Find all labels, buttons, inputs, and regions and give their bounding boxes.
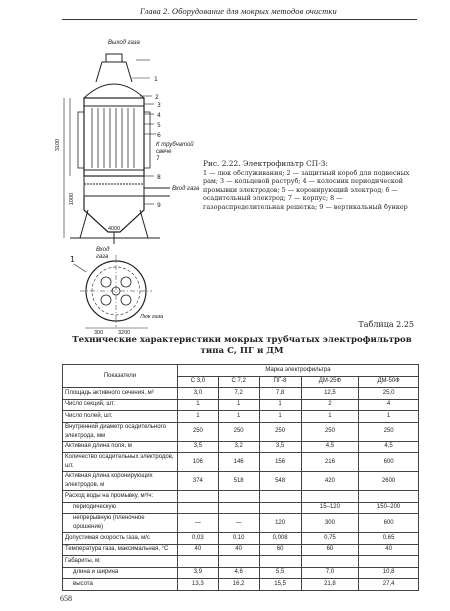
row-value: 40 xyxy=(218,544,259,556)
svg-text:2: 2 xyxy=(155,94,159,101)
row-value: 420 xyxy=(301,472,359,491)
row-value: 13,3 xyxy=(178,579,219,591)
table-row xyxy=(63,514,419,533)
row-value: 518 xyxy=(218,472,259,491)
row-value: — xyxy=(218,514,259,533)
row-value xyxy=(301,556,359,568)
row-value: 4,6 xyxy=(218,567,259,579)
row-value xyxy=(259,491,301,503)
row-value: 156 xyxy=(259,453,301,472)
group-header: Марка электрофильтра xyxy=(178,365,419,377)
row-value: 250 xyxy=(359,422,419,441)
model-header: ДМ-50Ф xyxy=(359,376,419,388)
row-value: 250 xyxy=(178,422,219,441)
row-value: — xyxy=(178,514,219,533)
row-label: Допустимая скорость газа, м/с xyxy=(63,533,178,545)
table-title xyxy=(72,335,412,357)
row-value xyxy=(359,491,419,503)
technical-table xyxy=(62,364,419,591)
row-value: 0,10 xyxy=(218,533,259,545)
row-value: 0,008 xyxy=(259,533,301,545)
row-value xyxy=(218,502,259,514)
row-value: 1 xyxy=(259,411,301,423)
row-value xyxy=(259,556,301,568)
row-value: 146 xyxy=(218,453,259,472)
row-value: 600 xyxy=(359,453,419,472)
svg-text:3: 3 xyxy=(157,102,161,109)
row-value xyxy=(178,502,219,514)
model-header: С 7,2 xyxy=(218,376,259,388)
table-row xyxy=(63,544,419,556)
table-row xyxy=(63,491,419,503)
running-header: Глава 2. Оборудование для мокрых методов очистки xyxy=(140,6,337,16)
row-value: 7,8 xyxy=(259,388,301,400)
row-value: 1 xyxy=(359,411,419,423)
row-value: 1 xyxy=(178,411,219,423)
row-value: 250 xyxy=(301,422,359,441)
table-title-line-2: типа С, ПГ и ДМ xyxy=(200,346,284,356)
row-label: непрерывную (пленочное орошение) xyxy=(63,514,178,533)
table-title-line-1: Технические характеристики мокрых трубчатых электрофильтров xyxy=(72,335,412,345)
table-row xyxy=(63,399,419,411)
row-label: периодическую xyxy=(63,502,178,514)
row-value: 3,2 xyxy=(218,441,259,453)
svg-text:1: 1 xyxy=(154,76,158,83)
row-value: 15–120 xyxy=(301,502,359,514)
row-value xyxy=(259,502,301,514)
table-number: Таблица 2.25 xyxy=(358,320,414,329)
table-row xyxy=(63,422,419,441)
row-value: 25,0 xyxy=(359,388,419,400)
row-value: 1 xyxy=(259,399,301,411)
table-row xyxy=(63,453,419,472)
figure-caption-body: 1 — люк обслуживания; 2 — защитный короб для подвесных рам; 3 — кольцевой раструб; 4 — колосник периодической промывки электродов; 5 — коронирующий электрод; 6 — осадительный электрод; 7 — корпус; 8 — газораспределительная решетка; 9 — вертикальный бункер xyxy=(203,168,410,211)
model-header: ДМ-25Ф xyxy=(301,376,359,388)
row-value: 40 xyxy=(359,544,419,556)
row-value: 216 xyxy=(301,453,359,472)
row-value: 15,5 xyxy=(259,579,301,591)
row-value: 0,03 xyxy=(178,533,219,545)
row-value: 60 xyxy=(259,544,301,556)
row-value: 150–200 xyxy=(359,502,419,514)
row-value: 1 xyxy=(218,411,259,423)
row-value: 250 xyxy=(259,422,301,441)
row-value: 7,0 xyxy=(301,567,359,579)
row-label: Количество осадительных электродов, шт. xyxy=(63,453,178,472)
row-value: 250 xyxy=(218,422,259,441)
row-value xyxy=(218,491,259,503)
row-value: 21,8 xyxy=(301,579,359,591)
row-label: Число секций, шт. xyxy=(63,399,178,411)
row-value: 12,5 xyxy=(301,388,359,400)
row-value xyxy=(178,491,219,503)
svg-text:7: 7 xyxy=(156,155,160,162)
label-w1: 3200 xyxy=(118,330,131,336)
svg-text:4: 4 xyxy=(157,112,161,119)
svg-text:9: 9 xyxy=(157,202,161,209)
row-value: 4,5 xyxy=(301,441,359,453)
label-dim-300: 300 xyxy=(94,330,104,336)
row-label: Активная длина поля, м xyxy=(63,441,178,453)
row-value: 2 xyxy=(301,399,359,411)
svg-text:8: 8 xyxy=(157,174,161,181)
row-label: Внутренний диаметр осадительного электрода, мм xyxy=(63,422,178,441)
row-value: 1 xyxy=(178,399,219,411)
label-gas-out: Выход газа xyxy=(108,40,140,46)
row-value: 548 xyxy=(259,472,301,491)
table-row xyxy=(63,533,419,545)
row-label: Габариты, м: xyxy=(63,556,178,568)
row-value: 120 xyxy=(259,514,301,533)
row-value xyxy=(359,556,419,568)
row-value: 1 xyxy=(301,411,359,423)
svg-text:1: 1 xyxy=(70,255,76,264)
row-value: 5,5 xyxy=(259,567,301,579)
svg-text:5: 5 xyxy=(157,122,161,129)
label-gas-in: Вход газа xyxy=(172,186,200,192)
row-label: длина и ширина xyxy=(63,567,178,579)
figure-caption xyxy=(203,160,415,212)
table-row xyxy=(63,556,419,568)
row-value: 300 xyxy=(301,514,359,533)
label-dim-4000: 4000 xyxy=(108,226,121,232)
row-value xyxy=(178,556,219,568)
table-row xyxy=(63,579,419,591)
table-row xyxy=(63,411,419,423)
row-value: 3,9 xyxy=(178,567,219,579)
table-row xyxy=(63,388,419,400)
table-row xyxy=(63,567,419,579)
row-value: 3,5 xyxy=(178,441,219,453)
row-label: Площадь активного сечения, м² xyxy=(63,388,178,400)
row-value: 7,2 xyxy=(218,388,259,400)
row-value: 10,8 xyxy=(359,567,419,579)
row-value: 40 xyxy=(178,544,219,556)
page-number: 658 xyxy=(60,594,72,603)
row-value: 3,0 xyxy=(178,388,219,400)
row-value: 0,65 xyxy=(359,533,419,545)
figure-caption-title: Рис. 2.22. Электрофильтр СП-3: xyxy=(203,159,328,168)
model-header: С 3,0 xyxy=(178,376,219,388)
param-header: Показатели xyxy=(63,365,178,388)
row-value: 1 xyxy=(218,399,259,411)
table-body xyxy=(63,388,419,591)
row-label: Расход воды на промывку, м³/ч: xyxy=(63,491,178,503)
svg-text:6: 6 xyxy=(157,132,161,139)
row-value xyxy=(301,491,359,503)
row-value: 374 xyxy=(178,472,219,491)
row-value: 3,5 xyxy=(259,441,301,453)
row-value: 16,2 xyxy=(218,579,259,591)
row-value: 4,5 xyxy=(359,441,419,453)
row-value: 27,4 xyxy=(359,579,419,591)
table-row xyxy=(63,502,419,514)
row-value: 4 xyxy=(359,399,419,411)
label-gas-in-2: Вход газа xyxy=(96,247,110,260)
table-row xyxy=(63,441,419,453)
row-value: 2600 xyxy=(359,472,419,491)
row-value: 600 xyxy=(359,514,419,533)
label-dim-1000: 1000 xyxy=(69,192,76,206)
row-label: Активная длина коронирующих электродов, м xyxy=(63,472,178,491)
row-value xyxy=(218,556,259,568)
row-value: 60 xyxy=(301,544,359,556)
row-value: 0,75 xyxy=(301,533,359,545)
label-to-tube-washer: К трубчатой свече xyxy=(156,142,194,155)
row-label: Температура газа, максимальная, °С xyxy=(63,544,178,556)
model-header: ПГ-8 xyxy=(259,376,301,388)
row-value: 106 xyxy=(178,453,219,472)
label-side-1: Люк газа xyxy=(140,314,164,320)
label-dim-3100: 3100 xyxy=(55,138,62,152)
table-row xyxy=(63,472,419,491)
row-label: Число полей, шт. xyxy=(63,411,178,423)
row-label: высота xyxy=(63,579,178,591)
